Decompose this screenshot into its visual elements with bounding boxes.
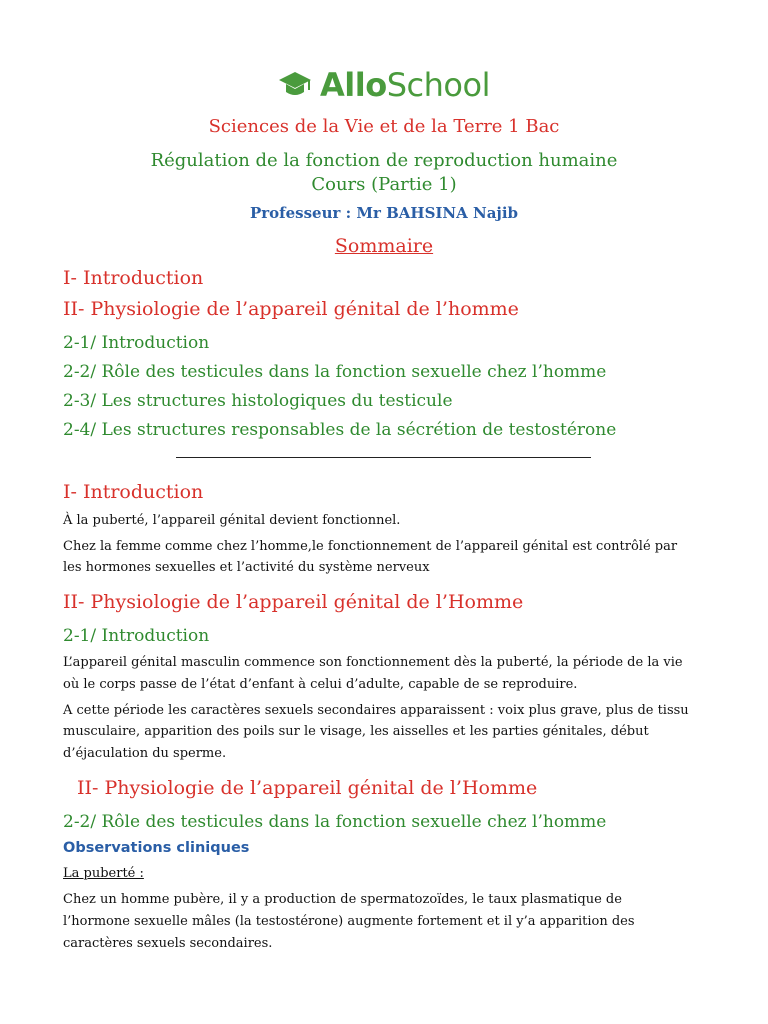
section-heading-introduction: I- Introduction xyxy=(63,481,204,503)
summary-subitem-2-4[interactable]: 2-4/ Les structures responsables de la sécrétion de testostérone xyxy=(63,420,617,440)
subsection-heading-2-2: 2-2/ Rôle des testicules dans la fonction sexuelle chez l’homme xyxy=(63,812,607,832)
paragraph-line: Chez la femme comme chez l’homme,le fonctionnement de l’appareil génital est contrôlé par xyxy=(63,539,678,554)
section-heading-physiologie-repeat: II- Physiologie de l’appareil génital de l’Homme xyxy=(77,777,538,799)
summary-item-introduction[interactable]: I- Introduction xyxy=(63,267,204,289)
paragraph-line: l’hormone sexuelle mâles (la testostérone) augmente fortement et il y’a apparition des xyxy=(63,914,635,929)
separator-line xyxy=(176,457,591,458)
subject-title: Sciences de la Vie et de la Terre 1 Bac xyxy=(208,116,560,137)
teacher-name: Professeur : Mr BAHSINA Najib xyxy=(249,204,519,222)
summary-subitem-2-1[interactable]: 2-1/ Introduction xyxy=(63,333,210,353)
puberty-label: La puberté : xyxy=(63,866,144,881)
paragraph-line: L’appareil génital masculin commence son fonctionnement dès la puberté, la période de la vie xyxy=(63,655,683,670)
summary-item-physiologie[interactable]: II- Physiologie de l’appareil génital de l’homme xyxy=(63,298,519,320)
paragraph-line: les hormones sexuelles et l’activité du système nerveux xyxy=(63,560,430,575)
paragraph-line: où le corps passe de l’état d’enfant à celui d’adulte, capable de se reproduire. xyxy=(63,677,578,692)
summary-heading: Sommaire xyxy=(334,235,434,257)
observations-heading: Observations cliniques xyxy=(63,840,250,856)
paragraph-line: musculaire, apparition des poils sur le visage, les aisselles et les parties génitales, début xyxy=(63,724,649,739)
paragraph: À la puberté, l’appareil génital devient fonctionnel. xyxy=(63,513,401,528)
course-part: Cours (Partie 1) xyxy=(311,174,457,195)
summary-subitem-2-2[interactable]: 2-2/ Rôle des testicules dans la fonction sexuelle chez l’homme xyxy=(63,362,607,382)
section-heading-physiologie: II- Physiologie de l’appareil génital de l’Homme xyxy=(63,591,524,613)
subsection-heading-2-1: 2-1/ Introduction xyxy=(63,626,210,646)
logo-text: AlloSchool xyxy=(320,66,490,104)
graduation-cap-icon xyxy=(278,70,312,100)
paragraph-line: A cette période les caractères sexuels secondaires apparaissent : voix plus grave, plus de tissu xyxy=(63,703,689,718)
paragraph-line: Chez un homme pubère, il y a production de spermatozoïdes, le taux plasmatique de xyxy=(63,892,622,907)
summary-subitem-2-3[interactable]: 2-3/ Les structures histologiques du testicule xyxy=(63,391,453,411)
paragraph-line: caractères sexuels secondaires. xyxy=(63,936,273,951)
paragraph-line: d’éjaculation du sperme. xyxy=(63,746,227,761)
course-title: Régulation de la fonction de reproduction humaine xyxy=(150,150,618,171)
alloschool-logo[interactable] xyxy=(0,66,768,104)
